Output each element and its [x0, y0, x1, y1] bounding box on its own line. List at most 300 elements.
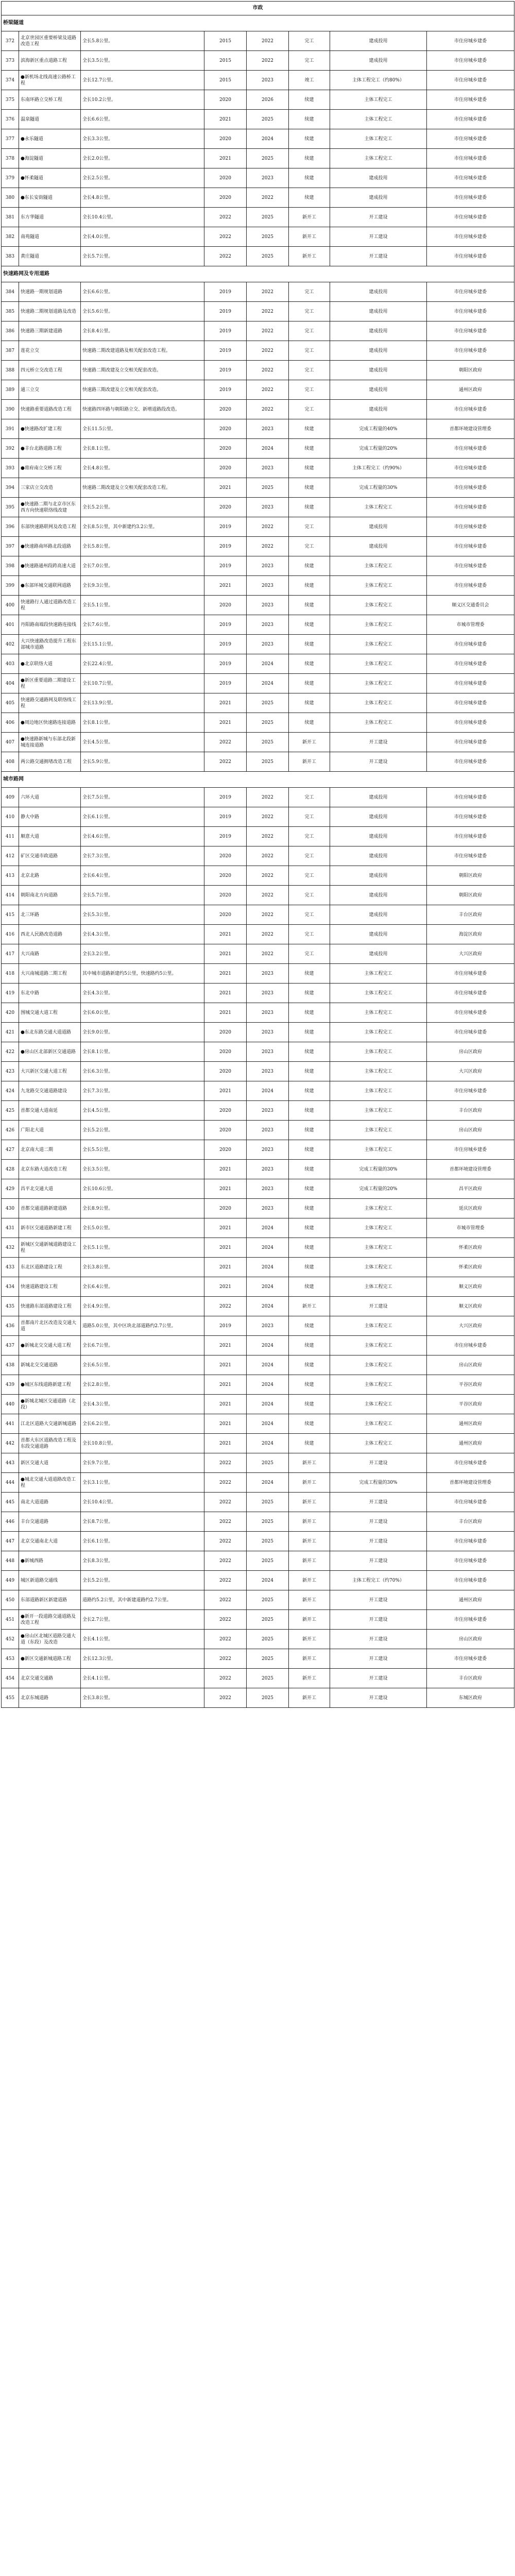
project-name-cell: 丰台交通道路 — [19, 1512, 81, 1532]
table-row — [2, 1375, 514, 1395]
end-year-cell: 2022 — [247, 380, 289, 400]
project-scope-cell: 全长3.5公里。 — [81, 51, 204, 71]
row-number-cell: 433 — [2, 1258, 19, 1277]
row-number-cell: 384 — [2, 282, 19, 302]
status-cell: 完工 — [289, 827, 330, 846]
annual-target-cell: 建成投用 — [330, 886, 427, 905]
annual-target-cell: 建成投用 — [330, 866, 427, 886]
project-scope-cell: 全长3.1公里。 — [81, 1473, 204, 1493]
project-name-cell: 北三环路 — [19, 905, 81, 925]
responsible-unit-cell: 顺义区政府 — [427, 1297, 514, 1316]
status-cell: 完工 — [289, 321, 330, 341]
row-number-cell: 411 — [2, 827, 19, 846]
responsible-unit-cell: 市住房城乡建委 — [427, 302, 514, 321]
status-cell: 完工 — [289, 51, 330, 71]
row-number-cell: 396 — [2, 517, 19, 537]
table-row — [2, 282, 514, 302]
annual-target-cell: 建成投用 — [330, 302, 427, 321]
responsible-unit-cell: 市住房城乡建委 — [427, 674, 514, 693]
annual-target-cell: 建成投用 — [330, 925, 427, 944]
table-row — [2, 866, 514, 886]
end-year-cell: 2022 — [247, 361, 289, 380]
row-number-cell: 430 — [2, 1199, 19, 1218]
section-title: 快速路网及专用道路 — [2, 266, 514, 282]
project-name-cell: 快速路三期新建道路 — [19, 321, 81, 341]
end-year-cell: 2022 — [247, 31, 289, 51]
status-cell: 续建 — [289, 1042, 330, 1062]
table-row — [2, 1551, 514, 1571]
status-cell: 新开工 — [289, 1512, 330, 1532]
table-row — [2, 788, 514, 807]
end-year-cell: 2025 — [247, 752, 289, 772]
project-scope-cell: 道路约5.2公里，其中新建道路约2.7公里。 — [81, 1590, 204, 1610]
table-row — [2, 596, 514, 615]
project-name-cell: 北京世园区重要桥梁及道路改造工程 — [19, 31, 81, 51]
annual-target-cell: 主体工程完工 — [330, 596, 427, 615]
project-scope-cell: 快速路二期改建道路及相关配套改造工程。 — [81, 341, 204, 361]
end-year-cell: 2022 — [247, 886, 289, 905]
project-table-body — [2, 2, 514, 1708]
annual-target-cell: 开工建设 — [330, 1630, 427, 1649]
start-year-cell: 2022 — [204, 733, 247, 752]
annual-target-cell: 主体工程完工 — [330, 1140, 427, 1160]
start-year-cell: 2020 — [204, 459, 247, 478]
table-row — [2, 478, 514, 498]
status-cell: 新开工 — [289, 247, 330, 266]
project-scope-cell: 全长6.6公里。 — [81, 282, 204, 302]
responsible-unit-cell: 昌平区政府 — [427, 1179, 514, 1199]
annual-target-cell: 建成投用 — [330, 905, 427, 925]
status-cell: 新开工 — [289, 1493, 330, 1512]
responsible-unit-cell: 市住房城乡建委 — [427, 71, 514, 90]
project-scope-cell: 全长3.2公里。 — [81, 944, 204, 964]
row-number-cell: 454 — [2, 1669, 19, 1688]
project-name-cell: 北京南大道二期 — [19, 1140, 81, 1160]
table-row — [2, 419, 514, 439]
project-scope-cell: 全长6.2公里。 — [81, 1414, 204, 1434]
annual-target-cell: 建成投用 — [330, 846, 427, 866]
table-row — [2, 1669, 514, 1688]
end-year-cell: 2023 — [247, 459, 289, 478]
row-number-cell: 385 — [2, 302, 19, 321]
project-name-cell: 矿区交通市政道路 — [19, 846, 81, 866]
row-number-cell: 421 — [2, 1023, 19, 1042]
end-year-cell: 2024 — [247, 1434, 289, 1453]
start-year-cell: 2021 — [204, 1355, 247, 1375]
project-name-cell: ●周边地区快速路连接道路 — [19, 713, 81, 733]
row-number-cell: 423 — [2, 1062, 19, 1081]
table-row — [2, 1238, 514, 1258]
end-year-cell: 2022 — [247, 188, 289, 208]
row-number-cell: 448 — [2, 1551, 19, 1571]
start-year-cell: 2020 — [204, 188, 247, 208]
start-year-cell: 2021 — [204, 1003, 247, 1023]
responsible-unit-cell: 市住房城乡建委 — [427, 846, 514, 866]
start-year-cell: 2022 — [204, 1649, 247, 1669]
start-year-cell: 2019 — [204, 788, 247, 807]
annual-target-cell: 开工建设 — [330, 733, 427, 752]
annual-target-cell: 开工建设 — [330, 227, 427, 247]
project-name-cell: ●北京联络大道 — [19, 654, 81, 674]
project-name-cell: ●新区交通新城道路工程 — [19, 1649, 81, 1669]
status-cell: 新开工 — [289, 752, 330, 772]
project-scope-cell: 全长13.9公里。 — [81, 693, 204, 713]
category-header: 市政 — [2, 2, 514, 15]
project-name-cell: 首都大东区道路改造工程及东段交通道路 — [19, 1434, 81, 1453]
responsible-unit-cell: 市住房城乡建委 — [427, 1336, 514, 1355]
responsible-unit-cell: 市住房城乡建委 — [427, 208, 514, 227]
project-scope-cell: 全长5.8公里。 — [81, 537, 204, 556]
start-year-cell: 2022 — [204, 1532, 247, 1551]
status-cell: 新开工 — [289, 227, 330, 247]
end-year-cell: 2025 — [247, 1512, 289, 1532]
project-name-cell: ●快速路南环路北段道路 — [19, 537, 81, 556]
annual-target-cell: 主体工程完工 — [330, 129, 427, 149]
project-name-cell: 昌平北交通大道 — [19, 1179, 81, 1199]
row-number-cell: 414 — [2, 886, 19, 905]
project-name-cell: ●新机场北线高速公路桥工程 — [19, 71, 81, 90]
table-row — [2, 635, 514, 654]
project-name-cell: 首都交通道路新建道路 — [19, 1199, 81, 1218]
end-year-cell: 2023 — [247, 635, 289, 654]
responsible-unit-cell: 市城市管理委 — [427, 1218, 514, 1238]
table-row — [2, 925, 514, 944]
annual-target-cell: 主体工程完工 — [330, 1336, 427, 1355]
annual-target-cell: 开工建设 — [330, 247, 427, 266]
status-cell: 续建 — [289, 149, 330, 168]
start-year-cell: 2022 — [204, 1630, 247, 1649]
project-name-cell: 通三立交 — [19, 380, 81, 400]
annual-target-cell: 建成投用 — [330, 788, 427, 807]
annual-target-cell: 开工建设 — [330, 1669, 427, 1688]
responsible-unit-cell: 平谷区政府 — [427, 1375, 514, 1395]
project-scope-cell: 全长4.6公里。 — [81, 827, 204, 846]
project-scope-cell: 全长9.3公里。 — [81, 576, 204, 596]
end-year-cell: 2024 — [247, 439, 289, 459]
end-year-cell: 2024 — [247, 674, 289, 693]
responsible-unit-cell: 市住房城乡建委 — [427, 788, 514, 807]
table-row — [2, 361, 514, 380]
table-row — [2, 227, 514, 247]
table-row — [2, 1630, 514, 1649]
end-year-cell: 2024 — [247, 1414, 289, 1434]
project-name-cell: ●房山区北城区道路交通大道（东段）及改造 — [19, 1630, 81, 1649]
project-scope-cell: 全长7.0公里。 — [81, 556, 204, 576]
start-year-cell: 2019 — [204, 615, 247, 635]
status-cell: 完工 — [289, 807, 330, 827]
end-year-cell: 2025 — [247, 208, 289, 227]
responsible-unit-cell: 通州区政府 — [427, 380, 514, 400]
table-row — [2, 1277, 514, 1297]
responsible-unit-cell: 顺义区交通委员会 — [427, 596, 514, 615]
project-scope-cell: 全长6.5公里。 — [81, 1355, 204, 1375]
start-year-cell: 2020 — [204, 168, 247, 188]
annual-target-cell: 开工建设 — [330, 1512, 427, 1532]
annual-target-cell: 主体工程完工 — [330, 635, 427, 654]
project-scope-cell: 全长8.9公里。 — [81, 1199, 204, 1218]
status-cell: 续建 — [289, 1140, 330, 1160]
status-cell: 完工 — [289, 400, 330, 419]
project-name-cell: 西北人民路改造道路 — [19, 925, 81, 944]
table-row — [2, 1571, 514, 1590]
end-year-cell: 2023 — [247, 1042, 289, 1062]
status-cell: 完工 — [289, 846, 330, 866]
start-year-cell: 2020 — [204, 1023, 247, 1042]
end-year-cell: 2025 — [247, 1688, 289, 1708]
table-row — [2, 517, 514, 537]
status-cell: 续建 — [289, 1414, 330, 1434]
project-name-cell: ●新城西路 — [19, 1551, 81, 1571]
project-name-cell: 四元桥立交改造工程 — [19, 361, 81, 380]
table-row — [2, 1023, 514, 1042]
table-row — [2, 733, 514, 752]
project-scope-cell: 全长2.8公里。 — [81, 1375, 204, 1395]
responsible-unit-cell: 市住房城乡建委 — [427, 752, 514, 772]
row-number-cell: 420 — [2, 1003, 19, 1023]
start-year-cell: 2022 — [204, 247, 247, 266]
end-year-cell: 2023 — [247, 1140, 289, 1160]
status-cell: 新开工 — [289, 1649, 330, 1669]
annual-target-cell: 完成工程量的30% — [330, 1160, 427, 1179]
row-number-cell: 426 — [2, 1121, 19, 1140]
responsible-unit-cell: 市住房城乡建委 — [427, 439, 514, 459]
start-year-cell: 2021 — [204, 576, 247, 596]
status-cell: 新开工 — [289, 1688, 330, 1708]
project-name-cell: 东部快速路联网及改造工程 — [19, 517, 81, 537]
status-cell: 完工 — [289, 944, 330, 964]
responsible-unit-cell: 丰台区政府 — [427, 1101, 514, 1121]
table-row — [2, 1179, 514, 1199]
end-year-cell: 2025 — [247, 1453, 289, 1473]
responsible-unit-cell: 首都环境建设管理委 — [427, 1160, 514, 1179]
row-number-cell: 445 — [2, 1493, 19, 1512]
row-number-cell: 428 — [2, 1160, 19, 1179]
start-year-cell: 2020 — [204, 886, 247, 905]
start-year-cell: 2021 — [204, 944, 247, 964]
project-scope-cell: 全长5.9公里。 — [81, 752, 204, 772]
responsible-unit-cell: 市住房城乡建委 — [427, 149, 514, 168]
end-year-cell: 2025 — [247, 478, 289, 498]
project-name-cell: 大兴快速路改造提升工程东部城市道路 — [19, 635, 81, 654]
end-year-cell: 2022 — [247, 537, 289, 556]
end-year-cell: 2025 — [247, 110, 289, 129]
start-year-cell: 2022 — [204, 1453, 247, 1473]
end-year-cell: 2023 — [247, 1199, 289, 1218]
project-name-cell: 两公路交通拥堵改造工程 — [19, 752, 81, 772]
table-row — [2, 1336, 514, 1355]
project-scope-cell: 全长11.5公里。 — [81, 419, 204, 439]
end-year-cell: 2024 — [247, 1277, 289, 1297]
end-year-cell: 2022 — [247, 807, 289, 827]
table-row — [2, 302, 514, 321]
responsible-unit-cell: 大兴区政府 — [427, 1316, 514, 1336]
row-number-cell: 416 — [2, 925, 19, 944]
project-scope-cell: 全长4.0公里。 — [81, 227, 204, 247]
table-row — [2, 1297, 514, 1316]
row-number-cell: 401 — [2, 615, 19, 635]
project-name-cell: ●东长安街隧道 — [19, 188, 81, 208]
row-number-cell: 404 — [2, 674, 19, 693]
project-scope-cell: 全长5.1公里。 — [81, 1238, 204, 1258]
project-scope-cell: 全长6.0公里。 — [81, 1003, 204, 1023]
responsible-unit-cell: 市住房城乡建委 — [427, 576, 514, 596]
table-row — [2, 90, 514, 110]
table-row — [2, 807, 514, 827]
status-cell: 完工 — [289, 361, 330, 380]
responsible-unit-cell: 市住房城乡建委 — [427, 556, 514, 576]
end-year-cell: 2023 — [247, 1179, 289, 1199]
table-row — [2, 964, 514, 984]
annual-target-cell: 建成投用 — [330, 31, 427, 51]
responsible-unit-cell: 市住房城乡建委 — [427, 90, 514, 110]
end-year-cell: 2025 — [247, 1649, 289, 1669]
responsible-unit-cell: 市住房城乡建委 — [427, 984, 514, 1003]
status-cell: 完工 — [289, 517, 330, 537]
annual-target-cell: 建成投用 — [330, 380, 427, 400]
table-row — [2, 1258, 514, 1277]
annual-target-cell: 主体工程完工 — [330, 498, 427, 517]
status-cell: 续建 — [289, 1023, 330, 1042]
project-name-cell: 广阳北大道 — [19, 1121, 81, 1140]
start-year-cell: 2019 — [204, 537, 247, 556]
project-name-cell: 江北区道路大交通新城道路 — [19, 1414, 81, 1434]
project-name-cell: 大兴南路 — [19, 944, 81, 964]
annual-target-cell: 开工建设 — [330, 1551, 427, 1571]
row-number-cell: 455 — [2, 1688, 19, 1708]
project-scope-cell: 全长6.6公里。 — [81, 110, 204, 129]
table-row — [2, 674, 514, 693]
annual-target-cell: 主体工程完工 — [330, 1434, 427, 1453]
responsible-unit-cell: 延庆区政府 — [427, 1199, 514, 1218]
status-cell: 新开工 — [289, 1453, 330, 1473]
table-row — [2, 693, 514, 713]
end-year-cell: 2023 — [247, 498, 289, 517]
row-number-cell: 453 — [2, 1649, 19, 1669]
start-year-cell: 2019 — [204, 827, 247, 846]
responsible-unit-cell: 市住房城乡建委 — [427, 282, 514, 302]
status-cell: 续建 — [289, 1375, 330, 1395]
start-year-cell: 2021 — [204, 693, 247, 713]
start-year-cell: 2020 — [204, 439, 247, 459]
row-number-cell: 450 — [2, 1590, 19, 1610]
status-cell: 完工 — [289, 905, 330, 925]
start-year-cell: 2020 — [204, 400, 247, 419]
project-scope-cell: 全长4.5公里。 — [81, 1101, 204, 1121]
responsible-unit-cell: 市住房城乡建委 — [427, 1571, 514, 1590]
status-cell: 完工 — [289, 282, 330, 302]
project-scope-cell: 全长6.7公里。 — [81, 1336, 204, 1355]
annual-target-cell: 主体工程完工 — [330, 1218, 427, 1238]
table-row — [2, 1121, 514, 1140]
project-name-cell: 首都交通大道南延 — [19, 1101, 81, 1121]
project-table-sheet — [1, 1, 514, 1708]
status-cell: 续建 — [289, 1121, 330, 1140]
table-row — [2, 247, 514, 266]
responsible-unit-cell: 丰台区政府 — [427, 1512, 514, 1532]
project-scope-cell: 全长22.4公里。 — [81, 654, 204, 674]
project-scope-cell: 全长10.2公里。 — [81, 90, 204, 110]
row-number-cell: 388 — [2, 361, 19, 380]
end-year-cell: 2023 — [247, 1160, 289, 1179]
start-year-cell: 2021 — [204, 1277, 247, 1297]
start-year-cell: 2022 — [204, 1297, 247, 1316]
project-scope-cell: 全长5.8公里。 — [81, 31, 204, 51]
project-name-cell: 快速道路建设工程 — [19, 1277, 81, 1297]
project-name-cell: 新区交通大道 — [19, 1453, 81, 1473]
status-cell: 续建 — [289, 90, 330, 110]
project-name-cell: 九龙路交交通道路建设 — [19, 1081, 81, 1101]
status-cell: 新开工 — [289, 1590, 330, 1610]
row-number-cell: 449 — [2, 1571, 19, 1590]
table-row — [2, 576, 514, 596]
project-name-cell: ●新城北交交通大道工程 — [19, 1336, 81, 1355]
responsible-unit-cell: 市住房城乡建委 — [427, 1493, 514, 1512]
annual-target-cell: 主体工程完工 — [330, 1375, 427, 1395]
row-number-cell: 378 — [2, 149, 19, 168]
project-scope-cell: 全长8.1公里。 — [81, 713, 204, 733]
start-year-cell: 2021 — [204, 1160, 247, 1179]
responsible-unit-cell: 市住房城乡建委 — [427, 129, 514, 149]
table-row — [2, 1316, 514, 1336]
start-year-cell: 2021 — [204, 1218, 247, 1238]
row-number-cell: 375 — [2, 90, 19, 110]
table-row — [2, 459, 514, 478]
status-cell: 续建 — [289, 1101, 330, 1121]
responsible-unit-cell: 市住房城乡建委 — [427, 517, 514, 537]
table-row — [2, 208, 514, 227]
end-year-cell: 2023 — [247, 596, 289, 615]
end-year-cell: 2025 — [247, 149, 289, 168]
project-scope-cell: 全长5.6公里。 — [81, 302, 204, 321]
row-number-cell: 447 — [2, 1532, 19, 1551]
project-name-cell: 北京交通交通路 — [19, 1669, 81, 1688]
table-row — [2, 341, 514, 361]
annual-target-cell: 开工建设 — [330, 1688, 427, 1708]
row-number-cell: 383 — [2, 247, 19, 266]
responsible-unit-cell: 通州区政府 — [427, 1434, 514, 1453]
row-number-cell: 372 — [2, 31, 19, 51]
status-cell: 续建 — [289, 168, 330, 188]
status-cell: 续建 — [289, 596, 330, 615]
responsible-unit-cell: 怀柔区政府 — [427, 1258, 514, 1277]
responsible-unit-cell: 市住房城乡建委 — [427, 459, 514, 478]
end-year-cell: 2025 — [247, 247, 289, 266]
responsible-unit-cell: 市住房城乡建委 — [427, 827, 514, 846]
annual-target-cell: 完成工程量的20% — [330, 1179, 427, 1199]
end-year-cell: 2024 — [247, 1081, 289, 1101]
project-name-cell: 首都南片北区改造及交通大道 — [19, 1316, 81, 1336]
responsible-unit-cell: 市城市管理委 — [427, 615, 514, 635]
responsible-unit-cell: 房山区政府 — [427, 1355, 514, 1375]
table-row — [2, 1218, 514, 1238]
responsible-unit-cell: 市住房城乡建委 — [427, 110, 514, 129]
status-cell: 续建 — [289, 615, 330, 635]
table-row — [2, 615, 514, 635]
end-year-cell: 2022 — [247, 944, 289, 964]
start-year-cell: 2019 — [204, 807, 247, 827]
project-scope-cell: 全长8.1公里。 — [81, 1042, 204, 1062]
start-year-cell: 2020 — [204, 866, 247, 886]
annual-target-cell: 主体工程完工 — [330, 556, 427, 576]
status-cell: 完工 — [289, 866, 330, 886]
start-year-cell: 2021 — [204, 1414, 247, 1434]
project-name-cell: 新市区交通道路新建工程 — [19, 1218, 81, 1238]
end-year-cell: 2023 — [247, 1003, 289, 1023]
responsible-unit-cell: 大兴区政府 — [427, 1062, 514, 1081]
row-number-cell: 425 — [2, 1101, 19, 1121]
table-row — [2, 1532, 514, 1551]
start-year-cell: 2021 — [204, 925, 247, 944]
